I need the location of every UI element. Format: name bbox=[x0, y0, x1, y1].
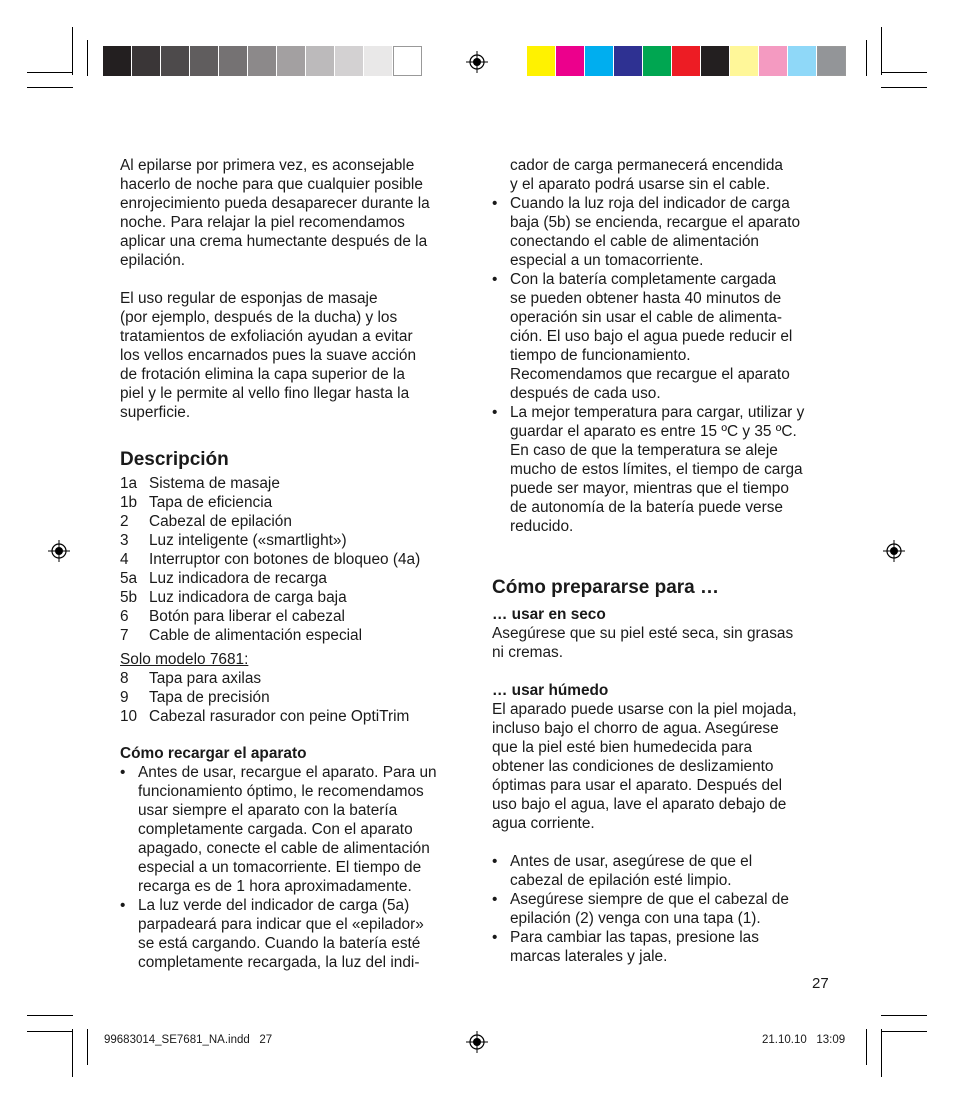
text-line: Antes de usar, asegúrese de que el bbox=[510, 853, 753, 870]
bullet-icon: • bbox=[492, 853, 498, 870]
registration-mark-icon bbox=[883, 540, 905, 562]
item-number: 7 bbox=[120, 627, 129, 644]
text-line: usar siempre el aparato con la batería bbox=[138, 802, 398, 819]
charging-bullets bbox=[120, 763, 465, 972]
text-line: después de cada uso. bbox=[510, 385, 661, 402]
text-line: recarga es de 1 hora aproximadamente. bbox=[138, 878, 412, 895]
bullet-icon: • bbox=[120, 764, 126, 781]
color-swatch bbox=[556, 46, 585, 76]
dry-use-text bbox=[492, 624, 837, 662]
text-line: operación sin usar el cable de alimenta- bbox=[510, 309, 783, 326]
list-item bbox=[120, 569, 465, 588]
list-item bbox=[120, 550, 465, 569]
wet-use-text bbox=[492, 700, 837, 833]
parts-list bbox=[120, 474, 465, 645]
color-swatch bbox=[585, 46, 614, 76]
bullet-icon: • bbox=[120, 897, 126, 914]
text-line: Recomendamos que recargue el aparato bbox=[510, 366, 790, 383]
text-line: y el aparato podrá usarse sin el cable. bbox=[510, 176, 771, 193]
text-line: especial a un tomacorriente. bbox=[510, 252, 704, 269]
text-line: Antes de usar, recargue el aparato. Para un bbox=[138, 764, 437, 781]
crop-mark bbox=[881, 72, 927, 73]
text-line: ción. El uso bajo el agua puede reducir el bbox=[510, 328, 793, 345]
text-line: epilación. bbox=[120, 252, 186, 269]
text-line: incluso bajo el chorro de agua. Asegúrese bbox=[492, 720, 779, 737]
text-line: En caso de que la temperatura se aleje bbox=[510, 442, 778, 459]
text-line: reducido. bbox=[510, 518, 574, 535]
model-note: Solo modelo 7681: bbox=[120, 651, 249, 668]
text-line: conectando el cable de alimentación bbox=[510, 233, 759, 250]
text-line: La mejor temperatura para cargar, utilizar y bbox=[510, 404, 805, 421]
text-line: agua corriente. bbox=[492, 815, 595, 832]
text-line: superficie. bbox=[120, 404, 191, 421]
footer-file-info: 99683014_SE7681_NA.indd 27 bbox=[104, 1034, 273, 1046]
color-swatch bbox=[103, 46, 132, 76]
color-swatch bbox=[701, 46, 730, 76]
text-line: obtener las condiciones de deslizamiento bbox=[492, 758, 774, 775]
text-line: Para cambiar las tapas, presione las bbox=[510, 929, 759, 946]
list-item bbox=[120, 626, 465, 645]
item-label: Cabezal rasurador con peine OptiTrim bbox=[149, 708, 410, 725]
item-label: Interruptor con botones de bloqueo (4a) bbox=[149, 551, 421, 568]
crop-mark bbox=[27, 1015, 73, 1016]
crop-mark bbox=[72, 1029, 73, 1077]
right-column bbox=[492, 156, 837, 966]
text-line: El uso regular de esponjas de masaje bbox=[120, 290, 378, 307]
text-line: El aparado puede usarse con la piel mojada, bbox=[492, 701, 797, 718]
bullet-item bbox=[492, 194, 837, 270]
color-swatch bbox=[393, 46, 422, 76]
color-swatch bbox=[306, 46, 335, 76]
crop-mark bbox=[87, 40, 88, 76]
grayscale-color-bar bbox=[103, 46, 422, 76]
bullet-item bbox=[492, 403, 837, 536]
bullet-icon: • bbox=[492, 195, 498, 212]
left-column bbox=[120, 156, 465, 972]
color-swatch bbox=[219, 46, 248, 76]
text-line: Asegúrese siempre de que el cabezal de bbox=[510, 891, 789, 908]
text-line: marcas laterales y jale. bbox=[510, 948, 668, 965]
text-line: completamente cargada. Con el aparato bbox=[138, 821, 413, 838]
prepare-heading: Cómo prepararse para … bbox=[492, 577, 720, 598]
color-swatch bbox=[788, 46, 817, 76]
text-line: Al epilarse por primera vez, es aconsejable bbox=[120, 157, 415, 174]
text-line: puede ser mayor, mientras que el tiempo bbox=[510, 480, 789, 497]
registration-mark-icon bbox=[48, 540, 70, 562]
crop-mark bbox=[72, 27, 73, 75]
list-item bbox=[120, 588, 465, 607]
text-line: se pueden obtener hasta 40 minutos de bbox=[510, 290, 782, 307]
item-number: 9 bbox=[120, 689, 129, 706]
list-item bbox=[120, 474, 465, 493]
text-line: aplicar una crema humectante después de la bbox=[120, 233, 428, 250]
item-number: 5a bbox=[120, 570, 138, 587]
text-line: enrojecimiento pueda desaparecer durante la bbox=[120, 195, 430, 212]
text-line: completamente recargada, la luz del indi- bbox=[138, 954, 420, 971]
bullet-item bbox=[492, 852, 837, 890]
preparation-bullets bbox=[492, 852, 837, 966]
registration-mark-icon bbox=[466, 51, 488, 73]
color-swatch bbox=[335, 46, 364, 76]
page-number: 27 bbox=[812, 975, 829, 992]
text-line: óptimas para usar el aparato. Después del bbox=[492, 777, 783, 794]
item-number: 2 bbox=[120, 513, 129, 530]
item-label: Sistema de masaje bbox=[149, 475, 280, 492]
text-line: funcionamiento óptimo, le recomendamos bbox=[138, 783, 424, 800]
text-line: de autonomía de la batería puede verse bbox=[510, 499, 783, 516]
color-swatch bbox=[672, 46, 701, 76]
item-label: Tapa de eficiencia bbox=[149, 494, 273, 511]
text-line: ni cremas. bbox=[492, 644, 563, 661]
color-swatch bbox=[817, 46, 846, 76]
text-line: guardar el aparato es entre 15 ºC y 35 ºC. bbox=[510, 423, 797, 440]
text-line: noche. Para relajar la piel recomendamos bbox=[120, 214, 405, 231]
charging-heading: Cómo recargar el aparato bbox=[120, 745, 307, 762]
list-item bbox=[120, 531, 465, 550]
crop-mark bbox=[881, 87, 927, 88]
text-line: hacerlo de noche para que cualquier posible bbox=[120, 176, 423, 193]
crop-mark bbox=[27, 72, 73, 73]
color-swatch bbox=[614, 46, 643, 76]
crop-mark bbox=[866, 1029, 867, 1065]
text-line: especial a un tomacorriente. El tiempo de bbox=[138, 859, 422, 876]
color-swatch bbox=[132, 46, 161, 76]
text-line: uso bajo el agua, lave el aparato debajo de bbox=[492, 796, 787, 813]
intro-paragraph-2 bbox=[120, 289, 465, 422]
color-swatch bbox=[643, 46, 672, 76]
item-label: Tapa para axilas bbox=[149, 670, 262, 687]
crop-mark bbox=[27, 87, 73, 88]
crop-mark bbox=[881, 1029, 882, 1077]
text-line: piel y le permite al vello fino llegar hasta la bbox=[120, 385, 410, 402]
color-swatch bbox=[730, 46, 759, 76]
item-label: Luz indicadora de carga baja bbox=[149, 589, 347, 606]
text-line: de frotación elimina la capa superior de la bbox=[120, 366, 405, 383]
continuation-text bbox=[492, 156, 837, 194]
process-color-bar bbox=[527, 46, 846, 76]
crop-mark bbox=[866, 40, 867, 76]
footer-datetime: 21.10.10 13:09 bbox=[762, 1034, 846, 1046]
text-line: tiempo de funcionamiento. bbox=[510, 347, 691, 364]
color-swatch bbox=[190, 46, 219, 76]
list-item bbox=[120, 688, 465, 707]
text-line: que la piel esté bien humedecida para bbox=[492, 739, 753, 756]
item-number: 6 bbox=[120, 608, 129, 625]
item-number: 10 bbox=[120, 708, 138, 725]
text-line: baja (5b) se encienda, recargue el aparato bbox=[510, 214, 801, 231]
text-line: Asegúrese que su piel esté seca, sin grasas bbox=[492, 625, 794, 642]
crop-mark bbox=[881, 1031, 927, 1032]
item-label: Luz inteligente («smartlight») bbox=[149, 532, 347, 549]
list-item bbox=[120, 707, 465, 726]
crop-mark bbox=[881, 1015, 927, 1016]
item-label: Tapa de precisión bbox=[149, 689, 270, 706]
color-swatch bbox=[248, 46, 277, 76]
text-line: Cuando la luz roja del indicador de carga bbox=[510, 195, 790, 212]
item-number: 8 bbox=[120, 670, 129, 687]
description-heading: Descripción bbox=[120, 449, 229, 470]
bullet-item bbox=[120, 896, 465, 972]
item-label: Botón para liberar el cabezal bbox=[149, 608, 345, 625]
text-line: La luz verde del indicador de carga (5a) bbox=[138, 897, 410, 914]
item-number: 1b bbox=[120, 494, 138, 511]
bullet-icon: • bbox=[492, 271, 498, 288]
item-label: Cabezal de epilación bbox=[149, 513, 292, 530]
crop-mark bbox=[881, 27, 882, 75]
text-line: apagado, conecte el cable de alimentación bbox=[138, 840, 430, 857]
text-line: tratamientos de exfoliación ayudan a evitar bbox=[120, 328, 413, 345]
item-label: Cable de alimentación especial bbox=[149, 627, 363, 644]
bullet-item bbox=[492, 890, 837, 928]
text-line: mucho de estos límites, el tiempo de carga bbox=[510, 461, 803, 478]
text-line: se está cargando. Cuando la batería esté bbox=[138, 935, 421, 952]
text-line: epilación (2) venga con una tapa (1). bbox=[510, 910, 761, 927]
text-line: cador de carga permanecerá encendida bbox=[510, 157, 783, 174]
text-line: parpadeará para indicar que el «epilador» bbox=[138, 916, 424, 933]
item-number: 3 bbox=[120, 532, 129, 549]
color-swatch bbox=[527, 46, 556, 76]
charging-bullets-continued bbox=[492, 194, 837, 536]
model-parts-list bbox=[120, 669, 465, 726]
dry-use-heading: … usar en seco bbox=[492, 606, 606, 623]
list-item bbox=[120, 493, 465, 512]
text-line: (por ejemplo, después de la ducha) y los bbox=[120, 309, 398, 326]
bullet-icon: • bbox=[492, 929, 498, 946]
text-line: los vellos encarnados pues la suave acción bbox=[120, 347, 417, 364]
list-item bbox=[120, 512, 465, 531]
item-number: 1a bbox=[120, 475, 138, 492]
bullet-icon: • bbox=[492, 404, 498, 421]
color-swatch bbox=[277, 46, 306, 76]
wet-use-heading: … usar húmedo bbox=[492, 682, 609, 699]
crop-mark bbox=[27, 1031, 73, 1032]
list-item bbox=[120, 669, 465, 688]
text-line: cabezal de epilación esté limpio. bbox=[510, 872, 732, 889]
color-swatch bbox=[364, 46, 393, 76]
item-number: 4 bbox=[120, 551, 129, 568]
bullet-item bbox=[492, 928, 837, 966]
crop-mark bbox=[87, 1029, 88, 1065]
item-number: 5b bbox=[120, 589, 138, 606]
bullet-item bbox=[120, 763, 465, 896]
color-swatch bbox=[759, 46, 788, 76]
bullet-item bbox=[492, 270, 837, 403]
bullet-icon: • bbox=[492, 891, 498, 908]
registration-mark-icon bbox=[466, 1031, 488, 1053]
intro-paragraph-1 bbox=[120, 156, 465, 270]
item-label: Luz indicadora de recarga bbox=[149, 570, 327, 587]
text-line: Con la batería completamente cargada bbox=[510, 271, 777, 288]
list-item bbox=[120, 607, 465, 626]
color-swatch bbox=[161, 46, 190, 76]
